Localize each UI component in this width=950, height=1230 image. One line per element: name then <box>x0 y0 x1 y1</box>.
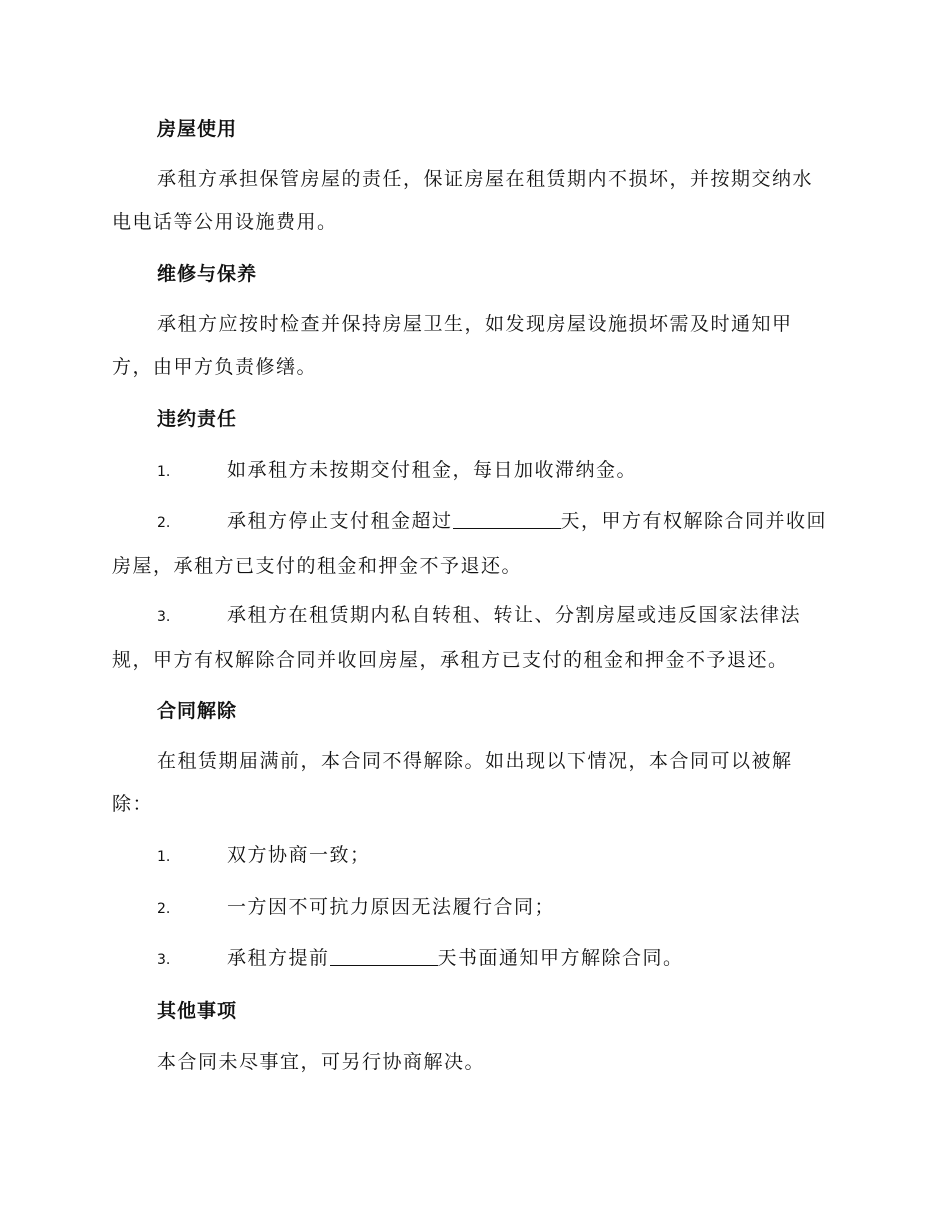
section-heading-breach: 违约责任 <box>157 408 238 430</box>
list-item-termination-2 <box>112 886 832 931</box>
list-item-text: 如承租方未按期交付租金，每日加收滞纳金。 <box>227 459 638 481</box>
list-number: 2. <box>157 515 171 531</box>
paragraph-housing-use: 承租方承担保管房屋的责任，保证房屋在租赁期内不损坏，并按期交纳水电电话等公用设施费用。 <box>112 168 814 233</box>
paragraph-termination: 在租赁期届满前，本合同不得解除。如出现以下情况，本合同可以被解除： <box>112 750 793 815</box>
section-heading-other: 其他事项 <box>157 1000 238 1022</box>
paragraph-maintenance: 承租方应按时检查并保持房屋卫生，如发现房屋设施损坏需及时通知甲方，由甲方负责修缮。 <box>112 313 793 378</box>
list-item-text-after-blank: 天，甲方有权解除合同并收回房屋，承租方已支付的租金和押金不予退还。 <box>112 510 828 577</box>
fill-in-blank-days[interactable] <box>330 945 438 966</box>
list-number: 2. <box>157 901 171 917</box>
list-number: 3. <box>157 952 171 968</box>
section-heading-maintenance: 维修与保养 <box>157 263 258 285</box>
list-item-text-before-blank: 承租方停止支付租金超过 <box>227 510 453 532</box>
list-item-breach-3 <box>112 594 832 682</box>
list-number: 1. <box>157 849 171 865</box>
list-item-text: 双方协商一致； <box>227 844 371 866</box>
list-item-text-before-blank: 承租方提前 <box>227 947 330 969</box>
fill-in-blank-days[interactable] <box>453 508 561 529</box>
list-number: 1. <box>157 464 171 480</box>
list-number: 3. <box>157 609 171 625</box>
list-item-breach-2 <box>112 500 832 588</box>
list-item-breach-1 <box>112 449 832 494</box>
list-item-termination-1 <box>112 834 832 879</box>
list-item-text: 承租方在租赁期内私自转租、转让、分割房屋或违反国家法律法规，甲方有权解除合同并收回房屋，承租方已支付的租金和押金不予退还。 <box>112 604 802 671</box>
list-item-text: 一方因不可抗力原因无法履行合同； <box>227 896 556 918</box>
paragraph-other: 本合同未尽事宜，可另行协商解决。 <box>157 1051 486 1073</box>
section-heading-housing-use: 房屋使用 <box>157 118 238 140</box>
list-item-text-after-blank: 天书面通知甲方解除合同。 <box>437 947 684 969</box>
list-item-termination-3 <box>112 937 832 982</box>
section-heading-termination: 合同解除 <box>157 700 238 722</box>
